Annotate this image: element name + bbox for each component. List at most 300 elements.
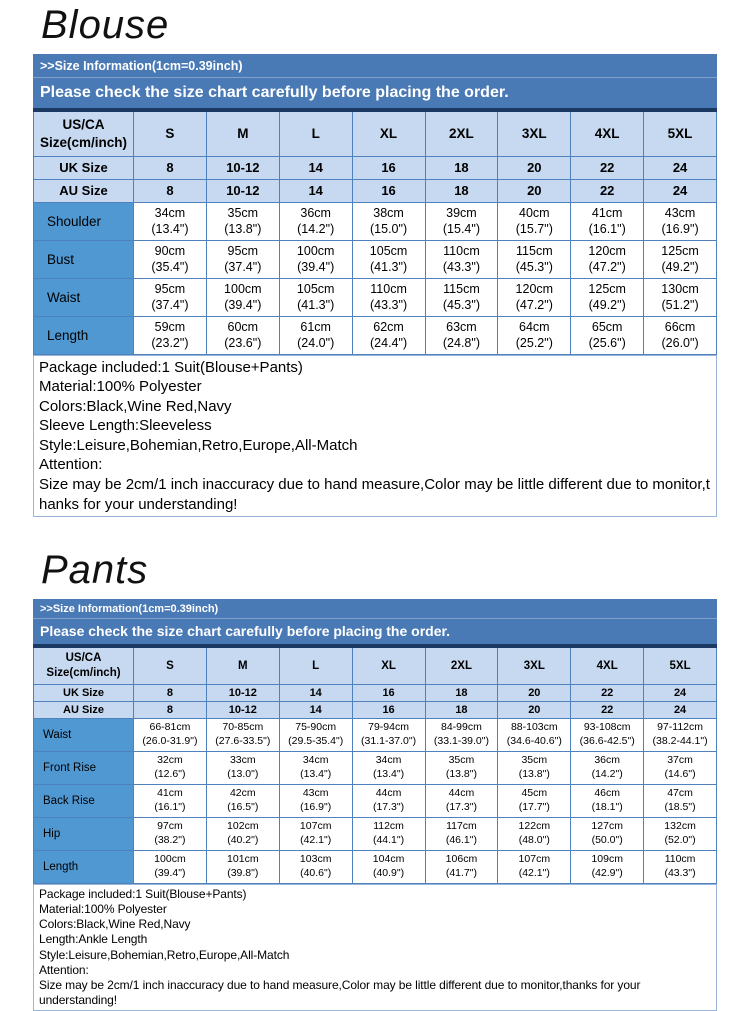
size-cell: 8 — [134, 701, 207, 718]
measure-cell — [352, 751, 425, 784]
measure-inch-value: (40.2") — [227, 833, 259, 846]
note-material: Material:100% Polyester — [39, 901, 167, 916]
measure-cell — [352, 278, 425, 316]
measure-inch-value: (44.1") — [372, 833, 405, 846]
measure-cell — [498, 202, 571, 240]
measure-cell — [571, 817, 644, 850]
measure-cm-value: 62cm — [373, 320, 404, 334]
measure-cell — [279, 278, 352, 316]
row-label: Waist — [34, 718, 134, 751]
measure-inch-value: (40.9") — [372, 866, 405, 879]
measure-cell — [644, 718, 717, 751]
measure-cm-value: 95cm — [154, 282, 186, 296]
note-package: Package included:1 Suit(Blouse+Pants) — [39, 358, 303, 376]
measure-cell — [498, 316, 571, 354]
measure-inch-value: (35.4") — [151, 260, 189, 274]
measure-cm-value: 45cm — [521, 787, 548, 800]
corner-header-cell — [34, 646, 134, 684]
measure-inch-value: (16.9") — [661, 222, 699, 236]
size-column-header: 5XL — [644, 110, 717, 156]
measure-inch-value: (49.2") — [661, 260, 699, 274]
row-label: Front Rise — [34, 751, 134, 784]
measure-cm-value: 102cm — [227, 820, 259, 833]
blouse-product-notes — [33, 355, 717, 518]
corner-header-cell — [34, 110, 134, 156]
measure-cm-value: 110cm — [664, 853, 696, 866]
measure-cm-value: 41cm — [157, 787, 183, 800]
measure-cell — [134, 240, 207, 278]
measure-inch-value: (33.1-39.0") — [433, 734, 489, 747]
measure-inch-value: (15.4") — [442, 222, 480, 236]
measure-inch-value: (34.6-40.6") — [506, 734, 562, 747]
measure-cell — [134, 784, 207, 817]
measure-cell — [352, 850, 425, 883]
measure-cm-value: 32cm — [157, 754, 183, 767]
measure-inch-value: (15.0") — [370, 222, 408, 236]
row-label: Back Rise — [34, 784, 134, 817]
measure-cell — [644, 316, 717, 354]
pants-size-info-banner: >>Size Information(1cm=0.39inch) — [33, 599, 717, 619]
size-column-header: XL — [352, 646, 425, 684]
measure-inch-value: (43.3") — [664, 866, 696, 879]
measure-inch-value: (12.6") — [154, 767, 186, 780]
measure-inch-value: (41.3") — [370, 260, 408, 274]
measure-cm-value: 66-81cm — [149, 721, 191, 734]
measure-cm-value: 130cm — [661, 282, 699, 296]
size-column-header: M — [206, 110, 279, 156]
measure-inch-value: (26.0-31.9") — [142, 734, 198, 747]
measure-cm-value: 35cm — [521, 754, 548, 767]
measure-cell — [134, 751, 207, 784]
size-column-header: S — [134, 110, 207, 156]
measure-cell — [425, 240, 498, 278]
measure-cell — [352, 240, 425, 278]
note-attention: Attention: — [39, 962, 89, 977]
note-colors: Colors:Black,Wine Red,Navy — [39, 917, 191, 932]
size-cell: 16 — [352, 179, 425, 202]
blouse-size-warning-banner: Please check the size chart carefully before placing the order. — [33, 78, 717, 108]
measure-cm-value: 38cm — [373, 206, 404, 220]
size-cell: 10-12 — [206, 156, 279, 179]
measure-inch-value: (23.2") — [151, 336, 189, 350]
measure-cell — [425, 718, 498, 751]
measure-cell — [425, 316, 498, 354]
measure-inch-value: (15.7") — [515, 222, 553, 236]
measure-inch-value: (13.8") — [224, 222, 262, 236]
measure-cell — [644, 817, 717, 850]
measure-cell — [571, 751, 644, 784]
measure-cm-value: 43cm — [302, 787, 329, 800]
size-cell: 14 — [279, 701, 352, 718]
measure-cm-value: 88-103cm — [510, 721, 558, 734]
measure-inch-value: (45.3") — [515, 260, 553, 274]
measure-cell — [206, 817, 279, 850]
measure-cell — [279, 850, 352, 883]
measurement-row — [34, 202, 717, 240]
size-conversion-row — [34, 684, 717, 701]
size-column-header: XL — [352, 110, 425, 156]
measure-cell — [571, 278, 644, 316]
measure-cm-value: 120cm — [588, 244, 626, 258]
measure-cell — [425, 278, 498, 316]
pants-section-title: Pants — [41, 548, 149, 593]
measure-cm-value: 44cm — [448, 787, 475, 800]
measure-inch-value: (13.8") — [445, 767, 478, 780]
measure-cell — [352, 718, 425, 751]
measure-cm-value: 103cm — [299, 853, 332, 866]
row-label: Hip — [34, 817, 134, 850]
measure-inch-value: (41.3") — [297, 298, 335, 312]
measure-cell — [206, 718, 279, 751]
size-cell: 20 — [498, 701, 571, 718]
size-cell: 22 — [571, 684, 644, 701]
size-cell: 14 — [279, 156, 352, 179]
size-cell: 24 — [644, 156, 717, 179]
size-cell: 20 — [498, 156, 571, 179]
size-cell: 20 — [498, 684, 571, 701]
measure-cell — [498, 784, 571, 817]
measure-inch-value: (50.0") — [591, 833, 623, 846]
measure-cell — [352, 316, 425, 354]
size-column-header: 3XL — [498, 646, 571, 684]
size-cell: 16 — [352, 684, 425, 701]
size-column-header: 2XL — [425, 646, 498, 684]
measure-inch-value: (14.2") — [591, 767, 623, 780]
pants-section — [33, 547, 717, 1011]
note-package: Package included:1 Suit(Blouse+Pants) — [39, 886, 247, 901]
measurement-row — [34, 784, 717, 817]
size-conversion-row — [34, 179, 717, 202]
measure-inch-value: (41.7") — [445, 866, 478, 879]
measure-inch-value: (31.1-37.0") — [361, 734, 417, 747]
measure-cm-value: 132cm — [664, 820, 696, 833]
note-attention: Attention: — [39, 456, 103, 474]
size-cell: 16 — [352, 701, 425, 718]
measure-cell — [206, 316, 279, 354]
measure-cell — [425, 202, 498, 240]
measure-inch-value: (46.1") — [445, 833, 478, 846]
measurement-row — [34, 718, 717, 751]
measure-cm-value: 37cm — [667, 754, 693, 767]
measure-cell — [134, 718, 207, 751]
size-column-header: L — [279, 110, 352, 156]
measure-cell — [498, 718, 571, 751]
measure-inch-value: (52.0") — [664, 833, 696, 846]
measure-cm-value: 107cm — [518, 853, 551, 866]
measure-cm-value: 127cm — [591, 820, 623, 833]
measure-cm-value: 117cm — [446, 820, 477, 833]
measure-cell — [498, 240, 571, 278]
measure-cell — [206, 751, 279, 784]
measure-cm-value: 100cm — [224, 282, 262, 296]
measure-cm-value: 109cm — [591, 853, 623, 866]
measure-cell — [425, 817, 498, 850]
row-label: UK Size — [34, 156, 134, 179]
measure-cell — [206, 240, 279, 278]
corner-line2: Size(cm/inch) — [39, 134, 128, 150]
measure-inch-value: (18.1") — [591, 800, 623, 813]
measure-inch-value: (42.9") — [591, 866, 623, 879]
measure-cm-value: 120cm — [515, 282, 554, 296]
measure-cell — [352, 202, 425, 240]
measure-cm-value: 47cm — [667, 787, 693, 800]
measure-inch-value: (47.2") — [588, 260, 626, 274]
note-material: Material:100% Polyester — [39, 378, 202, 396]
measure-cell — [279, 751, 352, 784]
measurement-row — [34, 751, 717, 784]
measure-cm-value: 100cm — [296, 244, 335, 258]
measure-cm-value: 110cm — [443, 244, 480, 258]
size-cell: 8 — [134, 684, 207, 701]
measure-cm-value: 40cm — [519, 206, 550, 220]
size-cell: 8 — [134, 156, 207, 179]
measure-cm-value: 61cm — [300, 320, 331, 334]
measure-cm-value: 105cm — [296, 282, 335, 296]
measure-inch-value: (42.1") — [300, 833, 332, 846]
measure-cm-value: 97-112cm — [657, 721, 704, 734]
row-label: UK Size — [34, 684, 134, 701]
measure-cell — [498, 278, 571, 316]
measure-cell — [571, 850, 644, 883]
measure-inch-value: (26.0") — [661, 336, 699, 350]
measure-cell — [425, 850, 498, 883]
measure-cm-value: 59cm — [154, 320, 186, 334]
size-cell: 18 — [425, 156, 498, 179]
note-colors: Colors:Black,Wine Red,Navy — [39, 397, 232, 415]
measure-cm-value: 110cm — [370, 282, 407, 296]
measure-inch-value: (17.3") — [372, 800, 405, 813]
row-label: Length — [34, 316, 134, 354]
note-style: Style:Leisure,Bohemian,Retro,Europe,All-Match — [39, 947, 290, 962]
size-conversion-row — [34, 701, 717, 718]
size-cell: 14 — [279, 684, 352, 701]
measure-inch-value: (24.8") — [442, 336, 480, 350]
measure-inch-value: (39.4") — [297, 260, 335, 274]
measure-cell — [571, 202, 644, 240]
note-length: Length:Ankle Length — [39, 932, 148, 947]
measure-cm-value: 79-94cm — [368, 721, 409, 734]
measure-inch-value: (37.4") — [224, 260, 262, 274]
measure-inch-value: (17.3") — [445, 800, 478, 813]
measure-inch-value: (43.3") — [370, 298, 408, 312]
measure-cell — [571, 240, 644, 278]
size-column-header: 2XL — [425, 110, 498, 156]
measure-cm-value: 33cm — [229, 754, 256, 767]
measure-cm-value: 115cm — [443, 282, 480, 296]
row-label: Length — [34, 850, 134, 883]
measure-cell — [279, 817, 352, 850]
measurement-row — [34, 316, 717, 354]
measure-inch-value: (39.8") — [227, 866, 259, 879]
measure-cell — [571, 784, 644, 817]
measure-inch-value: (13.4") — [372, 767, 405, 780]
measure-inch-value: (13.8") — [518, 767, 550, 780]
size-column-header: 3XL — [498, 110, 571, 156]
measure-cell — [644, 202, 717, 240]
size-cell: 10-12 — [206, 684, 279, 701]
blouse-section-title: Blouse — [41, 3, 170, 47]
measure-inch-value: (16.1") — [588, 222, 626, 236]
measure-cm-value: 112cm — [373, 820, 404, 833]
header-row — [34, 646, 717, 684]
measure-inch-value: (38.2") — [154, 833, 186, 846]
row-label: Shoulder — [34, 202, 134, 240]
measure-inch-value: (29.5-35.4") — [288, 734, 344, 747]
measure-cell — [644, 784, 717, 817]
measure-inch-value: (13.4") — [151, 222, 189, 236]
size-column-header: 5XL — [644, 646, 717, 684]
measure-cell — [425, 784, 498, 817]
note-sleeve-length: Sleeve Length:Sleeveless — [39, 417, 212, 435]
measure-cell — [498, 850, 571, 883]
size-column-header: 4XL — [571, 646, 644, 684]
measure-inch-value: (25.2") — [515, 336, 553, 350]
note-disclaimer: Size may be 2cm/1 inch inaccuracy due to hand measure,Color may be little different due to monitor,thanks for your understanding! — [39, 476, 710, 513]
measure-cell — [279, 202, 352, 240]
measure-inch-value: (14.6") — [664, 767, 696, 780]
measure-inch-value: (49.2") — [588, 298, 626, 312]
measure-inch-value: (48.0") — [518, 833, 550, 846]
measure-cm-value: 63cm — [446, 320, 477, 334]
measure-cm-value: 106cm — [445, 853, 478, 866]
size-cell: 22 — [571, 179, 644, 202]
measure-cell — [644, 751, 717, 784]
measure-cm-value: 90cm — [154, 244, 186, 258]
measure-cm-value: 66cm — [664, 320, 696, 334]
measure-inch-value: (27.6-33.5") — [215, 734, 271, 747]
blouse-size-info-banner: >>Size Information(1cm=0.39inch) — [33, 54, 717, 78]
measure-cm-value: 97cm — [157, 820, 183, 833]
measure-inch-value: (24.4") — [370, 336, 408, 350]
pants-size-table — [33, 644, 717, 884]
measure-cell — [134, 850, 207, 883]
measure-inch-value: (17.7") — [518, 800, 550, 813]
pants-size-warning-banner: Please check the size chart carefully before placing the order. — [33, 619, 717, 644]
size-cell: 22 — [571, 701, 644, 718]
measure-cell — [279, 316, 352, 354]
measure-inch-value: (14.2") — [297, 222, 335, 236]
measure-cell — [279, 784, 352, 817]
measure-inch-value: (51.2") — [661, 298, 699, 312]
measure-cm-value: 93-108cm — [583, 721, 631, 734]
measure-cell — [134, 316, 207, 354]
size-cell: 18 — [425, 684, 498, 701]
measure-cell — [352, 784, 425, 817]
note-style: Style:Leisure,Bohemian,Retro,Europe,All-Match — [39, 436, 358, 454]
measure-cm-value: 65cm — [591, 320, 623, 334]
measure-cell — [352, 817, 425, 850]
pants-product-notes — [33, 884, 717, 1011]
measure-cm-value: 125cm — [661, 244, 699, 258]
measure-cell — [206, 202, 279, 240]
measure-cm-value: 43cm — [664, 206, 696, 220]
measure-cm-value: 36cm — [594, 754, 621, 767]
size-conversion-row — [34, 156, 717, 179]
measure-cm-value: 44cm — [375, 787, 402, 800]
measurement-row — [34, 278, 717, 316]
row-label: Bust — [34, 240, 134, 278]
measure-inch-value: (13.0") — [227, 767, 259, 780]
measure-cm-value: 36cm — [300, 206, 331, 220]
measure-cell — [206, 784, 279, 817]
size-cell: 10-12 — [206, 701, 279, 718]
measure-cm-value: 75-90cm — [295, 721, 337, 734]
row-label: Waist — [34, 278, 134, 316]
measure-inch-value: (39.4") — [154, 866, 186, 879]
measure-cell — [206, 278, 279, 316]
measure-cm-value: 105cm — [369, 244, 408, 258]
measure-cm-value: 35cm — [227, 206, 259, 220]
size-cell: 18 — [425, 701, 498, 718]
size-cell: 14 — [279, 179, 352, 202]
header-row — [34, 110, 717, 156]
measure-cell — [644, 278, 717, 316]
measure-inch-value: (38.2-44.1") — [652, 734, 708, 747]
measurement-row — [34, 817, 717, 850]
size-column-header: M — [206, 646, 279, 684]
measure-cm-value: 101cm — [227, 853, 259, 866]
size-cell: 16 — [352, 156, 425, 179]
measure-cm-value: 34cm — [302, 754, 329, 767]
measure-inch-value: (45.3") — [442, 298, 480, 312]
measure-cm-value: 95cm — [227, 244, 259, 258]
measure-cm-value: 34cm — [154, 206, 186, 220]
measure-cell — [498, 751, 571, 784]
size-cell: 24 — [644, 179, 717, 202]
note-disclaimer: Size may be 2cm/1 inch inaccuracy due to hand measure,Color may be little different due to monitor,thanks for your understanding! — [39, 977, 641, 1008]
measure-cm-value: 84-99cm — [441, 721, 482, 734]
measure-inch-value: (24.0") — [297, 336, 335, 350]
measure-cm-value: 115cm — [516, 244, 553, 258]
measurement-row — [34, 240, 717, 278]
measure-inch-value: (23.6") — [224, 336, 262, 350]
measure-inch-value: (37.4") — [151, 298, 189, 312]
measure-inch-value: (18.5") — [664, 800, 696, 813]
measure-cm-value: 125cm — [588, 282, 626, 296]
corner-line1: US/CA — [65, 652, 102, 665]
measure-cell — [644, 850, 717, 883]
measure-cm-value: 100cm — [154, 853, 186, 866]
measure-cell — [134, 278, 207, 316]
size-cell: 8 — [134, 179, 207, 202]
size-column-header: 4XL — [571, 110, 644, 156]
measure-cell — [134, 817, 207, 850]
blouse-section — [33, 2, 717, 517]
measure-cell — [498, 817, 571, 850]
measure-inch-value: (40.6") — [300, 866, 332, 879]
size-cell: 18 — [425, 179, 498, 202]
measure-inch-value: (36.6-42.5") — [579, 734, 635, 747]
measure-cm-value: 122cm — [518, 820, 551, 833]
measure-cm-value: 41cm — [591, 206, 623, 220]
measure-inch-value: (16.9") — [300, 800, 332, 813]
measure-inch-value: (25.6") — [588, 336, 626, 350]
measure-cm-value: 46cm — [594, 787, 621, 800]
measure-cell — [134, 202, 207, 240]
measure-cm-value: 35cm — [448, 754, 475, 767]
measure-cell — [571, 718, 644, 751]
size-cell: 24 — [644, 684, 717, 701]
measure-cm-value: 60cm — [227, 320, 259, 334]
size-column-header: S — [134, 646, 207, 684]
measure-inch-value: (47.2") — [515, 298, 553, 312]
measure-cm-value: 107cm — [299, 820, 332, 833]
measure-inch-value: (42.1") — [518, 866, 550, 879]
measure-cell — [279, 240, 352, 278]
measure-cell — [571, 316, 644, 354]
row-label: AU Size — [34, 179, 134, 202]
corner-line1: US/CA — [62, 117, 105, 133]
